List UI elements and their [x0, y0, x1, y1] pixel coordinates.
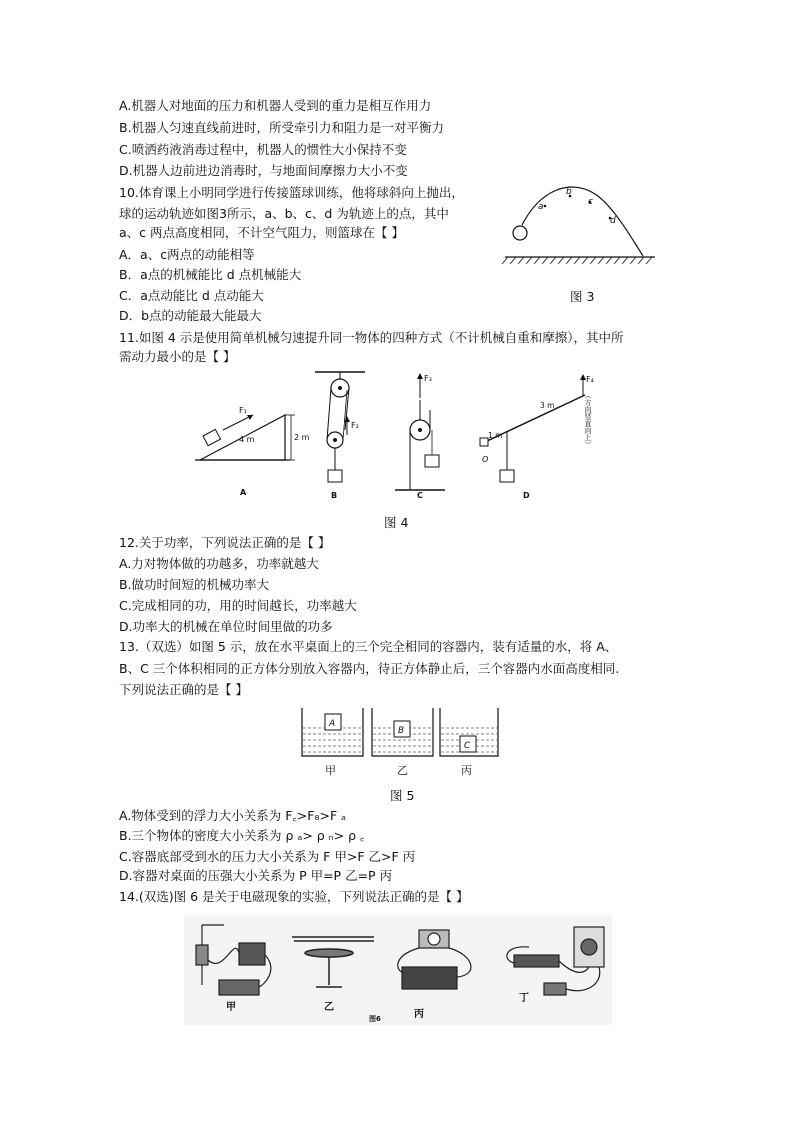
panel-jia-label: 甲 [226, 1002, 236, 1013]
panel-d-direction-note: （方向竖直向上） [584, 392, 592, 448]
panel-d-long-arm-label: 3 m [540, 401, 555, 410]
q12-stem: 12.关于功率，下列说法正确的是【 】 [119, 535, 331, 550]
q13-option-c: C.容器底部受到水的压力大小关系为 F 甲>F 乙>F 丙 [119, 849, 416, 864]
basketball-icon [513, 226, 527, 240]
q13-option-d: D.容器对桌面的压强大小关系为 P 甲=P 乙=P 丙 [119, 868, 393, 883]
q10-option-b: B．a点的机械能比 d 点机械能大 [119, 267, 302, 282]
block-b-label: B [398, 726, 405, 736]
container-yi [372, 708, 433, 777]
figure-6-caption: 图6 [369, 1015, 381, 1023]
panel-b-pulley-block [315, 372, 365, 500]
block-a-label: A [329, 719, 336, 729]
q12-option-d: D.功率大的机械在单位时间里做的功多 [119, 619, 333, 634]
block-c-label: C [464, 741, 471, 751]
panel-c-label: C [417, 491, 423, 500]
panel-b-label: B [331, 491, 338, 500]
point-a-label: a [538, 202, 544, 212]
q12-option-c: C.完成相同的功，用的时间越长，功率越大 [119, 598, 357, 613]
panel-d-lever [480, 374, 594, 500]
container-yi-label: 乙 [397, 764, 408, 777]
q11-stem-line2: 需动力最小的是【 】 [119, 349, 236, 364]
figure-6-electromagnetism-photo [184, 915, 612, 1025]
figure-3-trajectory [500, 180, 660, 270]
q10-option-c: C．a点动能比 d 点动能大 [119, 288, 264, 303]
panel-a-incline [195, 406, 310, 497]
point-d-label: d [610, 216, 616, 226]
q13-stem-line2: B、C 三个体积相同的正方体分别放入容器内，待正方体静止后，三个容器内水面高度相同. [119, 661, 620, 676]
panel-bing-label: 丙 [414, 1009, 424, 1020]
q10-stem-line3: a、c 两点高度相同，不计空气阻力，则篮球在【 】 [119, 225, 404, 240]
q13-option-a: A.物体受到的浮力大小关系为 F꜀>F₈>F ₐ [119, 808, 347, 823]
panel-a-height-label: 2 m [294, 433, 310, 442]
panel-d-force-label: F₄ [586, 375, 594, 384]
panel-a-slope-label: 4 m [239, 435, 255, 444]
q13-stem-line1: 13.（双选）如图 5 示，放在水平桌面上的三个完全相同的容器内，装有适量的水，将 A、 [119, 639, 618, 654]
q9-option-d: D.机器人边前进边消毒时，与地面间摩擦力大小不变 [119, 163, 408, 178]
q10-stem-line2: 球的运动轨迹如图3所示，a、b、c、d 为轨迹上的点，其中 [119, 206, 449, 221]
panel-d-label: D [523, 491, 530, 500]
q11-stem-line1: 11.如图 4 示是使用简单机械匀速提升同一物体的四种方式（不计机械自重和摩擦），其中所 [119, 330, 624, 345]
figure-4-caption: 图 4 [384, 515, 409, 530]
panel-c-force-label: F₃ [424, 374, 432, 383]
figure-5-containers [300, 706, 500, 786]
q10-option-a: A．a、c两点的动能相等 [119, 247, 255, 262]
q13-stem-line3: 下列说法正确的是【 】 [119, 682, 248, 697]
container-bing-label: 丙 [461, 764, 472, 777]
q12-option-b: B.做功时间短的机械功率大 [119, 577, 270, 592]
container-jia [302, 708, 363, 777]
figure-4-simple-machines [195, 370, 615, 510]
q9-option-c: C.喷洒药液消毒过程中，机器人的惯性大小保持不变 [119, 142, 407, 157]
panel-b-force-label: F₂ [351, 421, 359, 430]
panel-yi-label: 乙 [324, 1002, 334, 1013]
container-bing [440, 708, 498, 777]
panel-a-label: A [240, 488, 247, 497]
q10-stem-line1: 10.体育课上小明同学进行传接篮球训练，他将球斜向上抛出， [119, 185, 464, 200]
q9-option-b: B.机器人匀速直线前进时，所受牵引力和阻力是一对平衡力 [119, 120, 445, 135]
q12-option-a: A.力对物体做的功越多，功率就越大 [119, 556, 319, 571]
panel-d-short-arm-label: 1 m [488, 431, 503, 440]
q13-option-b: B.三个物体的密度大小关系为 ρ ₐ> ρ ₙ> ρ ꜀ [119, 828, 365, 843]
q10-option-d: D．b点的动能最大能最大 [119, 308, 262, 323]
figure-5-caption: 图 5 [390, 788, 415, 803]
point-b-label: b [566, 187, 572, 197]
panel-ding-label: 丁 [519, 993, 529, 1004]
figure-3-caption: 图 3 [570, 289, 595, 304]
point-c-label: c [588, 197, 593, 207]
panel-d-pivot-label: O [482, 455, 489, 464]
q14-stem: 14.(双选)图 6 是关于电磁现象的实验，下列说法正确的是【 】 [119, 889, 469, 904]
panel-a-force-label: F₁ [239, 406, 247, 415]
q9-option-a: A.机器人对地面的压力和机器人受到的重力是相互作用力 [119, 98, 432, 113]
panel-c-movable-pulley [395, 373, 445, 500]
container-jia-label: 甲 [325, 764, 336, 777]
